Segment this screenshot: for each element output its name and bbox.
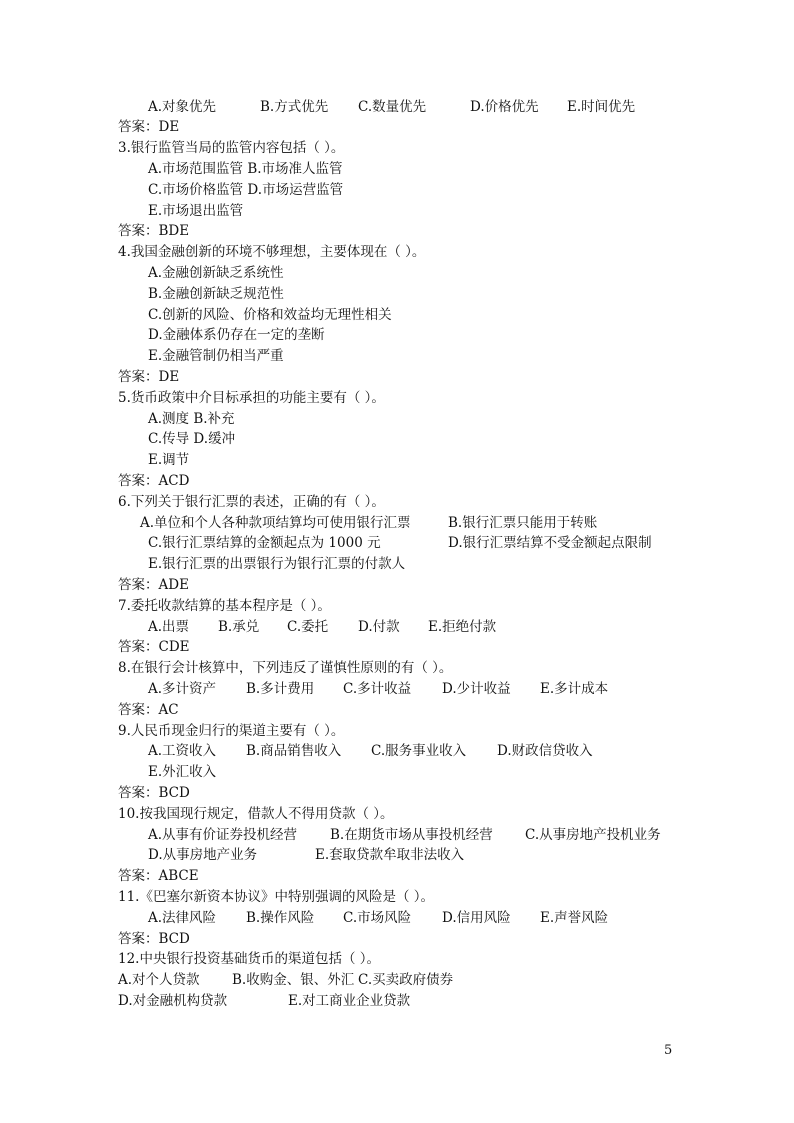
option-text: C.多计收益 [343,680,412,697]
option-text: D.从事房地产业务 [148,847,258,864]
option-text: A.对象优先 [148,98,217,115]
option-text: E.市场退出监管 [148,202,244,219]
option-text: E.银行汇票的出票银行为银行汇票的付款人 [148,556,406,573]
answer-line [0,117,794,138]
answer-line [0,471,794,492]
option-text: A.市场范围监管 B.市场准人监管 [148,160,343,177]
option-line [0,825,794,846]
question-line [0,138,794,159]
option-text: A.法律风险 [148,909,217,926]
answer-line [0,575,794,596]
answer-line [0,700,794,721]
question-line [0,388,794,409]
option-text: A.出票 [148,618,190,635]
question-text: 5.货币政策中介目标承担的功能主要有（ ）。 [118,389,385,406]
option-line [0,991,794,1012]
option-line [0,346,794,367]
option-text: E.调节 [148,452,190,469]
option-text: B.承兑 [218,618,260,635]
option-text: D.财政信贷收入 [497,743,593,760]
option-line [0,554,794,575]
question-text: 8.在银行会计核算中，下列违反了谨慎性原则的有（ ）。 [118,660,453,677]
option-text: C.服务事业收入 [371,743,467,760]
option-text: C.市场风险 [343,909,412,926]
option-text: E.套取贷款牟取非法收入 [315,847,465,864]
question-line [0,721,794,742]
answer-text: 答案：CDE [118,639,190,656]
option-line [0,450,794,471]
answer-text: 答案：BCD [118,784,190,801]
option-line [0,429,794,450]
question-text: 9.人民币现金归行的渠道主要有（ ）。 [118,722,345,739]
question-text: 4.我国金融创新的环境不够理想，主要体现在（ ）。 [118,244,426,261]
option-text: C.数量优先 [358,98,427,115]
question-line [0,658,794,679]
question-line [0,596,794,617]
option-text: D.少计收益 [442,680,511,697]
option-text: C.买卖政府债券 [358,972,454,989]
option-text: A.多计资产 [148,680,217,697]
option-text: E.多计成本 [540,680,609,697]
option-text: E.拒绝付款 [428,618,497,635]
option-text: C.委托 [287,618,329,635]
option-line [0,762,794,783]
question-text: 6.下列关于银行汇票的表述，正确的有（ ）。 [118,493,385,510]
answer-text: 答案：DE [118,119,180,136]
option-line [0,741,794,762]
question-text: 12.中央银行投资基础货币的渠道包括（ ）。 [118,951,381,968]
option-text: C.从事房地产投机业务 [525,826,661,843]
answer-text: 答案：DE [118,368,180,385]
page-number: 5 [664,1043,673,1058]
answer-text: 答案：BCD [118,930,190,947]
option-text: E.时间优先 [567,98,636,115]
option-text: D.金融体系仍存在一定的垄断 [148,327,325,344]
option-line [0,513,794,534]
answer-line [0,929,794,950]
option-text: A.单位和个人各种款项结算均可使用银行汇票 [140,514,411,531]
question-text: 3.银行监管当局的监管内容包括（ ）。 [118,140,345,157]
option-text: C.市场价格监管 D.市场运营监管 [148,181,344,198]
option-text: B.操作风险 [246,909,315,926]
option-line [0,305,794,326]
option-line [0,284,794,305]
option-text: B.商品销售收入 [246,743,342,760]
option-line [0,533,794,554]
answer-text: 答案：ADE [118,576,189,593]
option-text: D.信用风险 [442,909,511,926]
option-line [0,679,794,700]
option-line [0,325,794,346]
option-line [0,409,794,430]
option-text: E.外汇收入 [148,764,217,781]
option-text: E.金融管制仍相当严重 [148,348,284,365]
question-line [0,804,794,825]
option-text: D.对金融机构贷款 [118,992,228,1009]
answer-line [0,783,794,804]
option-line [0,97,794,118]
question-line [0,242,794,263]
option-text: C.创新的风险、价格和效益均无理性相关 [148,306,392,323]
question-line [0,887,794,908]
option-line [0,263,794,284]
option-text: B.收购金、银、外汇 [232,972,355,989]
option-line [0,617,794,638]
option-text: D.付款 [358,618,400,635]
option-line [0,159,794,180]
question-line [0,949,794,970]
option-text: A.测度 B.补充 [148,410,235,427]
question-text: 11.《巴塞尔新资本协议》中特别强调的风险是（ ）。 [118,888,435,905]
answer-line [0,866,794,887]
option-text: A.金融创新缺乏系统性 [148,264,284,281]
option-text: B.银行汇票只能用于转账 [448,514,598,531]
option-text: B.多计费用 [246,680,315,697]
answer-text: 答案：AC [118,701,179,718]
option-text: B.在期货市场从事投机经营 [330,826,493,843]
option-text: D.价格优先 [470,98,539,115]
option-text: D.银行汇票结算不受金额起点限制 [448,535,652,552]
option-text: B.金融创新缺乏规范性 [148,285,284,302]
option-text: A.从事有价证券投机经营 [148,826,298,843]
option-line [0,201,794,222]
option-text: E.声誉风险 [540,909,609,926]
option-text: C.传导 D.缓冲 [148,431,236,448]
option-line [0,180,794,201]
option-text: B.方式优先 [260,98,329,115]
answer-line [0,637,794,658]
option-text: E.对工商业企业贷款 [288,992,411,1009]
option-text: C.银行汇票结算的金额起点为 1000 元 [148,535,381,552]
answer-line [0,221,794,242]
option-line [0,970,794,991]
question-line [0,492,794,513]
question-text: 10.按我国现行规定，借款人不得用贷款（ ）。 [118,805,394,822]
option-text: A.对个人贷款 [118,972,200,989]
answer-text: 答案：ABCE [118,868,199,885]
question-text: 7.委托收款结算的基本程序是（ ）。 [118,597,331,614]
answer-text: 答案：BDE [118,223,190,240]
answer-text: 答案：ACD [118,472,190,489]
option-line [0,845,794,866]
option-line [0,908,794,929]
answer-line [0,367,794,388]
option-text: A.工资收入 [148,743,217,760]
